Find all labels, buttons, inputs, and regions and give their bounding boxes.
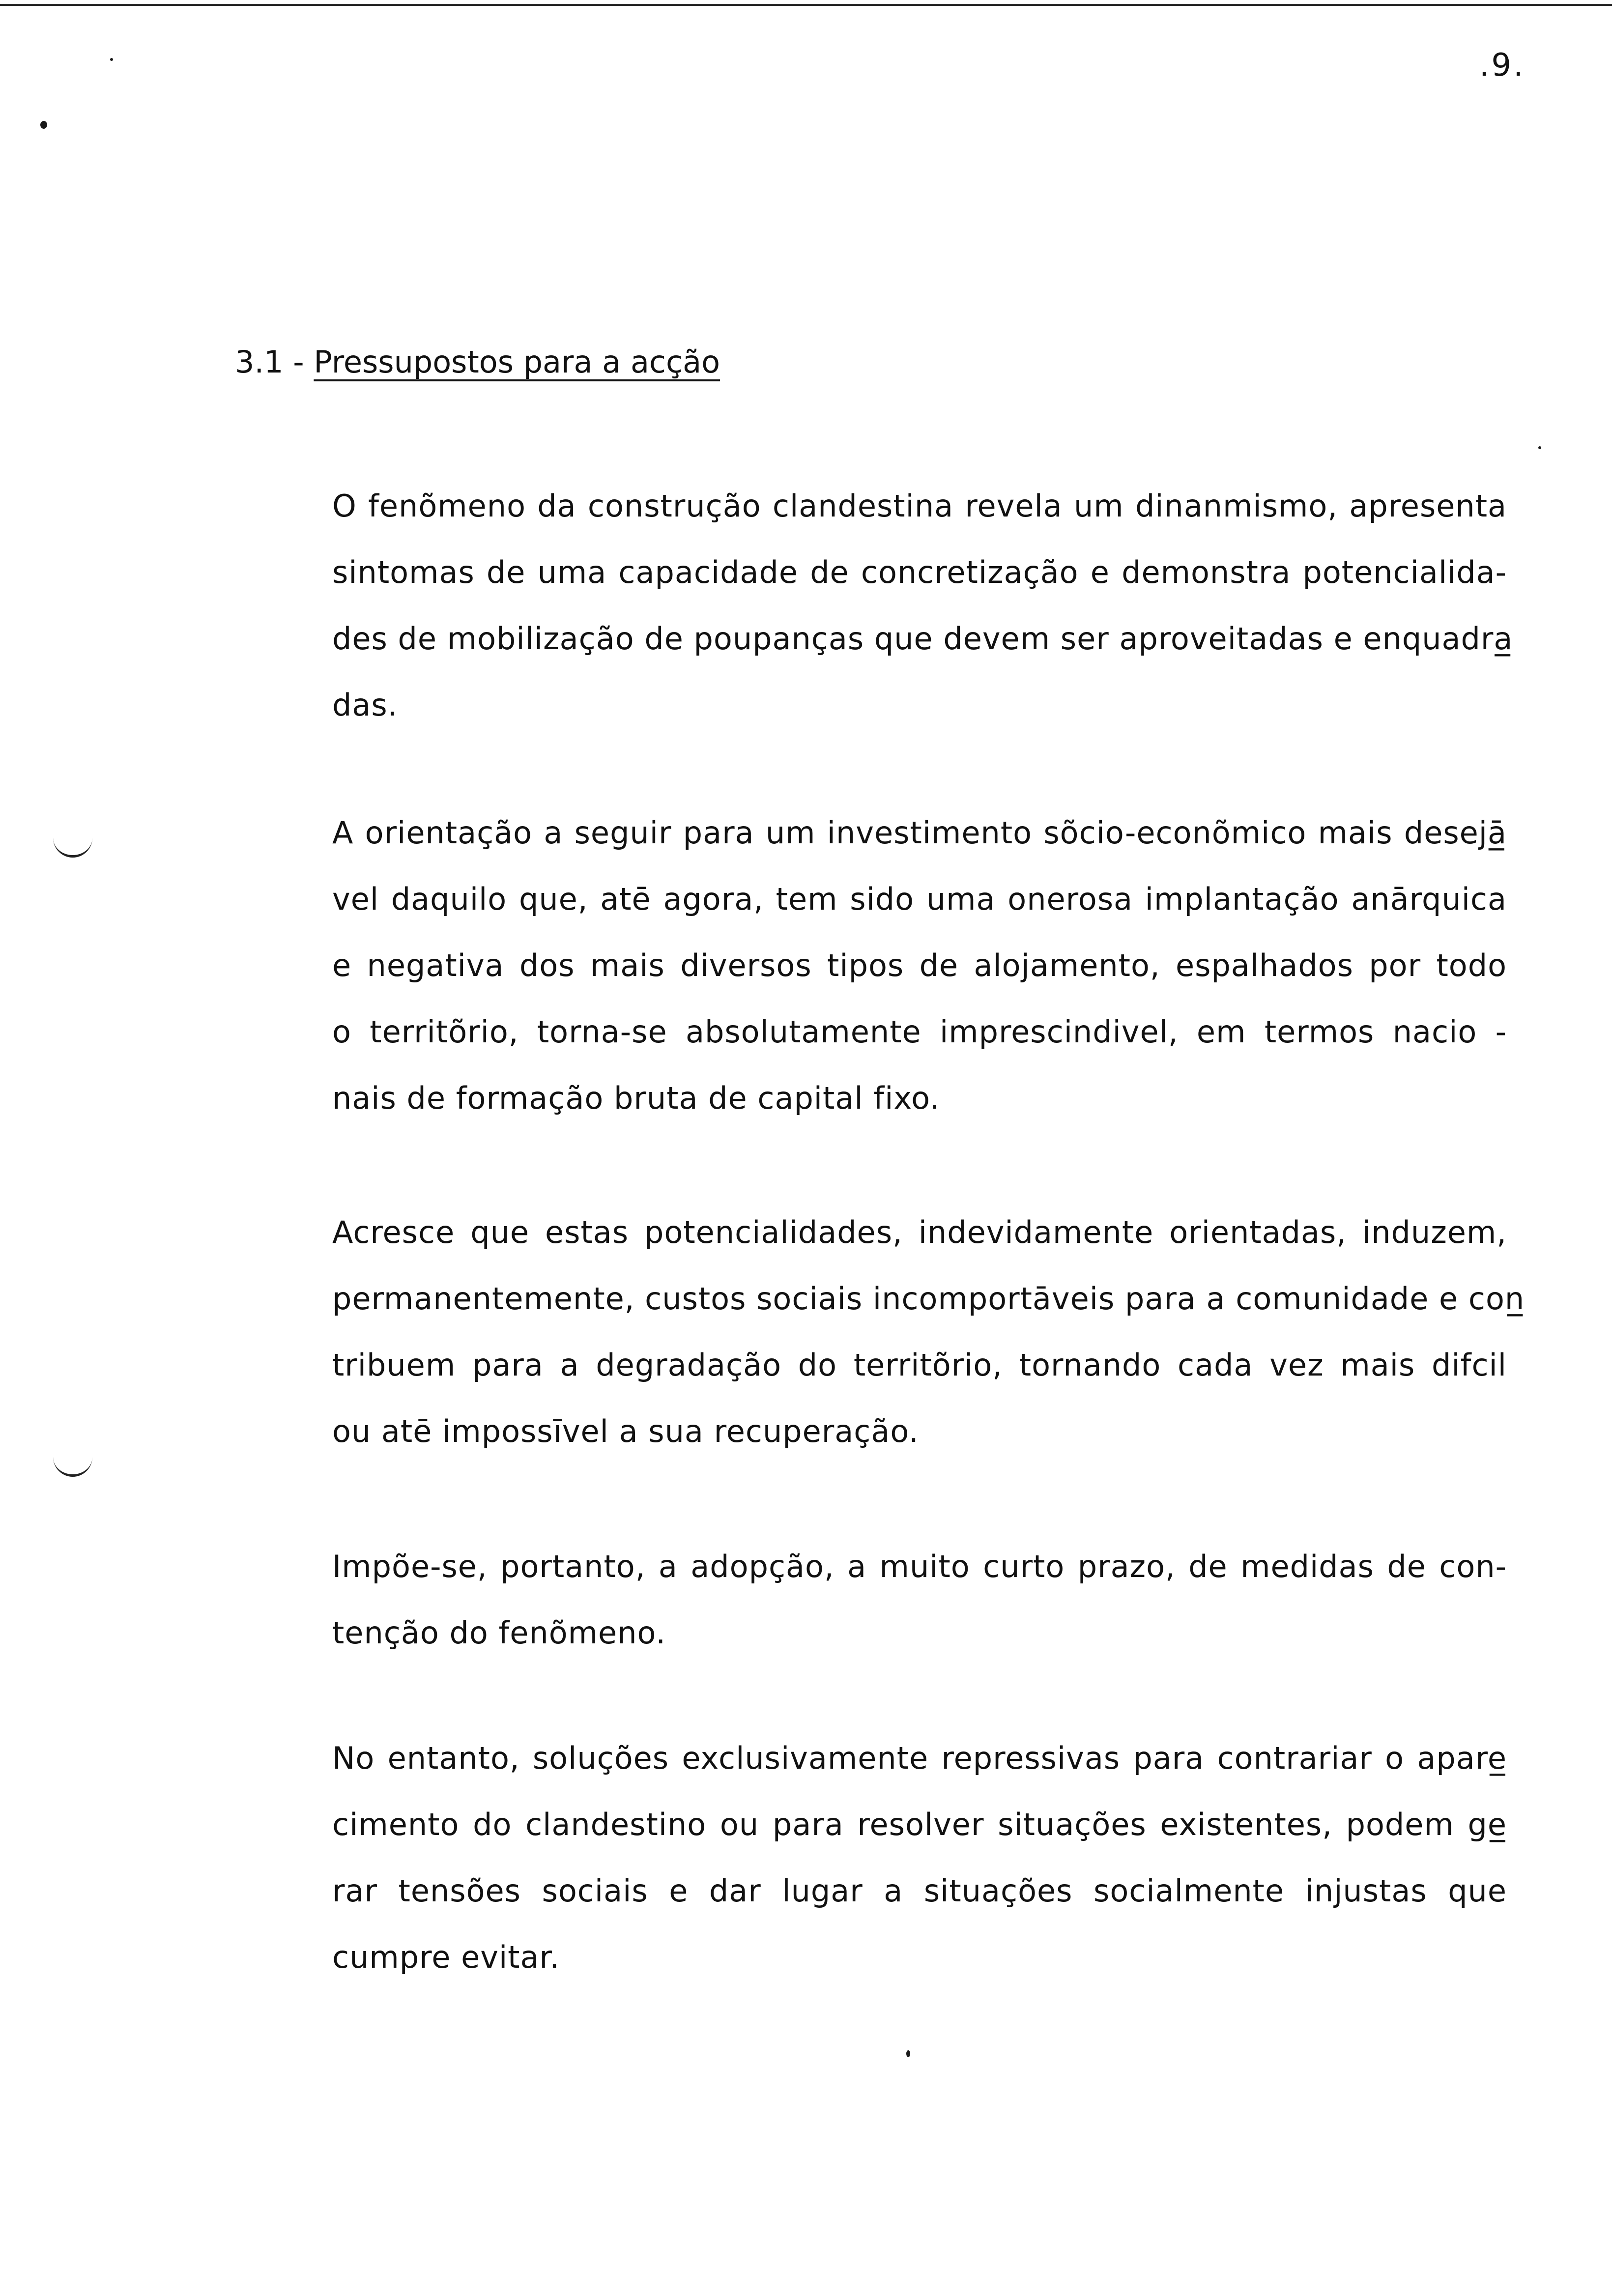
- paragraph-line: O fenõmeno da construção clandestina revela um dinanmismo, apresenta: [332, 488, 1507, 524]
- section-title: Pressupostos para a acção: [314, 344, 720, 380]
- top-border-line: [0, 4, 1612, 6]
- paragraph-4: [332, 1533, 1507, 1666]
- paragraph-line: e negativa dos mais diversos tipos de alojamento, espalhados por todo: [332, 947, 1507, 983]
- scan-speck: [40, 121, 47, 129]
- page-number: .9.: [1479, 47, 1526, 84]
- paragraph-line: tenção do fenõmeno.: [332, 1615, 666, 1651]
- paragraph-1: [332, 473, 1513, 738]
- paragraph-line: Impõe-se, portanto, a adopção, a muito curto prazo, de medidas de con-: [332, 1549, 1507, 1584]
- paragraph-line: vel daquilo que, atē agora, tem sido uma onerosa implantação anārquica: [332, 881, 1507, 917]
- paragraph-line: Acresce que estas potencialidades, indevidamente orientadas, induzem,: [332, 1214, 1507, 1250]
- paragraph-3: [332, 1199, 1525, 1464]
- paragraph-line: des de mobilização de poupanças que devem ser aproveitadas e enquadra̲: [332, 621, 1513, 657]
- paragraph-line: sintomas de uma capacidade de concretização e demonstra potencialida-: [332, 554, 1507, 590]
- paragraph-line: No entanto, soluções exclusivamente repressivas para contrariar o apare̲: [332, 1740, 1507, 1776]
- paragraph-line: o territõrio, torna-se absolutamente imprescindivel, em termos nacio -: [332, 1014, 1507, 1050]
- paragraph-line: A orientação a seguir para um investimento sõcio-econõmico mais desejā̲: [332, 815, 1507, 851]
- paragraph-2: [332, 800, 1507, 1131]
- scan-speck: [1538, 446, 1541, 449]
- punch-hole-mark: [53, 1455, 92, 1477]
- scan-speck: [110, 58, 113, 61]
- paragraph-5: [332, 1725, 1507, 1990]
- paragraph-line: cimento do clandestino ou para resolver situações existentes, podem ge̲: [332, 1807, 1507, 1842]
- paragraph-line: ou atē impossīvel a sua recuperação.: [332, 1413, 919, 1449]
- section-number: 3.1 -: [235, 344, 314, 380]
- paragraph-line: cumpre evitar.: [332, 1939, 560, 1975]
- section-heading: [235, 344, 720, 380]
- paragraph-line: rar tensões sociais e dar lugar a situações socialmente injustas que: [332, 1873, 1507, 1909]
- paragraph-line: permanentemente, custos sociais incomportāveis para a comunidade e con̲: [332, 1281, 1525, 1317]
- punch-hole-mark: [53, 835, 92, 858]
- paragraph-line: das.: [332, 687, 398, 723]
- paragraph-line: tribuem para a degradação do territõrio, tornando cada vez mais difcil: [332, 1347, 1507, 1383]
- paragraph-line: nais de formação bruta de capital fixo.: [332, 1080, 940, 1116]
- scan-speck: [906, 2050, 910, 2057]
